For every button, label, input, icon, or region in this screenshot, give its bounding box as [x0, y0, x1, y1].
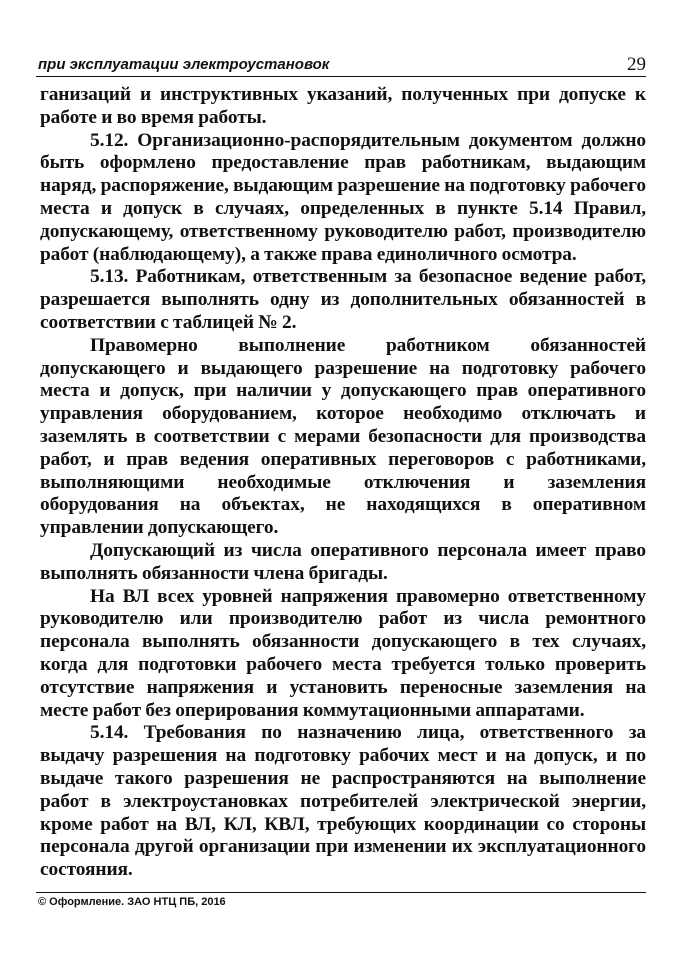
paragraph-permitted-duties: Правомерно выполнение работником обязанностей допускающего и выдающего разрешение на подготовку рабочего места и допуск, при наличии у допускающего прав оперативного управления оборудованием, которое необходимо отключать и заземлять в соответствии с мерами безопасности для производства работ, и прав ведения оперативных переговоров с работниками, выполняющими необходимые отключения и заземления оборудования на объектах, не находящихся в оперативном управлении допускающего.	[40, 334, 646, 539]
running-title: при эксплуатации электроустановок	[38, 56, 330, 73]
page-footer	[36, 892, 646, 908]
paragraph-5-12: 5.12. Организационно-распорядительным документом должно быть оформлено предоставление прав работникам, выдающим наряд, распоряжение, выдающим разрешение на подготовку рабочего места и допуск в случаях, определенных в пункте 5.14 Правил, допускающему, ответственному руководителю работ, производителю работ (наблюдающему), а также права единоличного осмотра.	[40, 129, 646, 265]
copyright-notice: © Оформление. ЗАО НТЦ ПБ, 2016	[38, 896, 226, 908]
paragraph-overhead-lines: На ВЛ всех уровней напряжения правомерно ответственному руководителю или производителю работ из числа ремонтного персонала выполнять обязанности допускающего в тех случаях, когда для подготовки рабочего места требуется только проверить отсутствие напряжения и установить переносные заземления на месте работ без оперирования коммутационными аппаратами.	[40, 585, 646, 721]
body-text	[40, 84, 646, 882]
running-header	[36, 54, 646, 77]
paragraph-continuation: ганизаций и инструктивных указаний, полученных при допуске к работе и во время работы.	[40, 84, 646, 128]
page-number: 29	[627, 54, 646, 75]
paragraph-5-14: 5.14. Требования по назначению лица, ответственного за выдачу разрешения на подготовку рабочих мест и на допуск, и по выдаче такого разрешения не распространяются на выполнение работ в электроустановках потребителей электрической энергии, кроме работ на ВЛ, КЛ, КВЛ, требующих координации со стороны персонала другой организации при изменении их эксплуатационного состояния.	[40, 722, 646, 881]
book-page	[36, 42, 660, 922]
paragraph-5-13: 5.13. Работникам, ответственным за безопасное ведение работ, разрешается выполнять одну из дополнительных обязанностей в соответствии с таблицей № 2.	[40, 266, 646, 333]
paragraph-operational-staff: Допускающий из числа оперативного персонала имеет право выполнять обязанности члена бригады.	[40, 539, 646, 584]
